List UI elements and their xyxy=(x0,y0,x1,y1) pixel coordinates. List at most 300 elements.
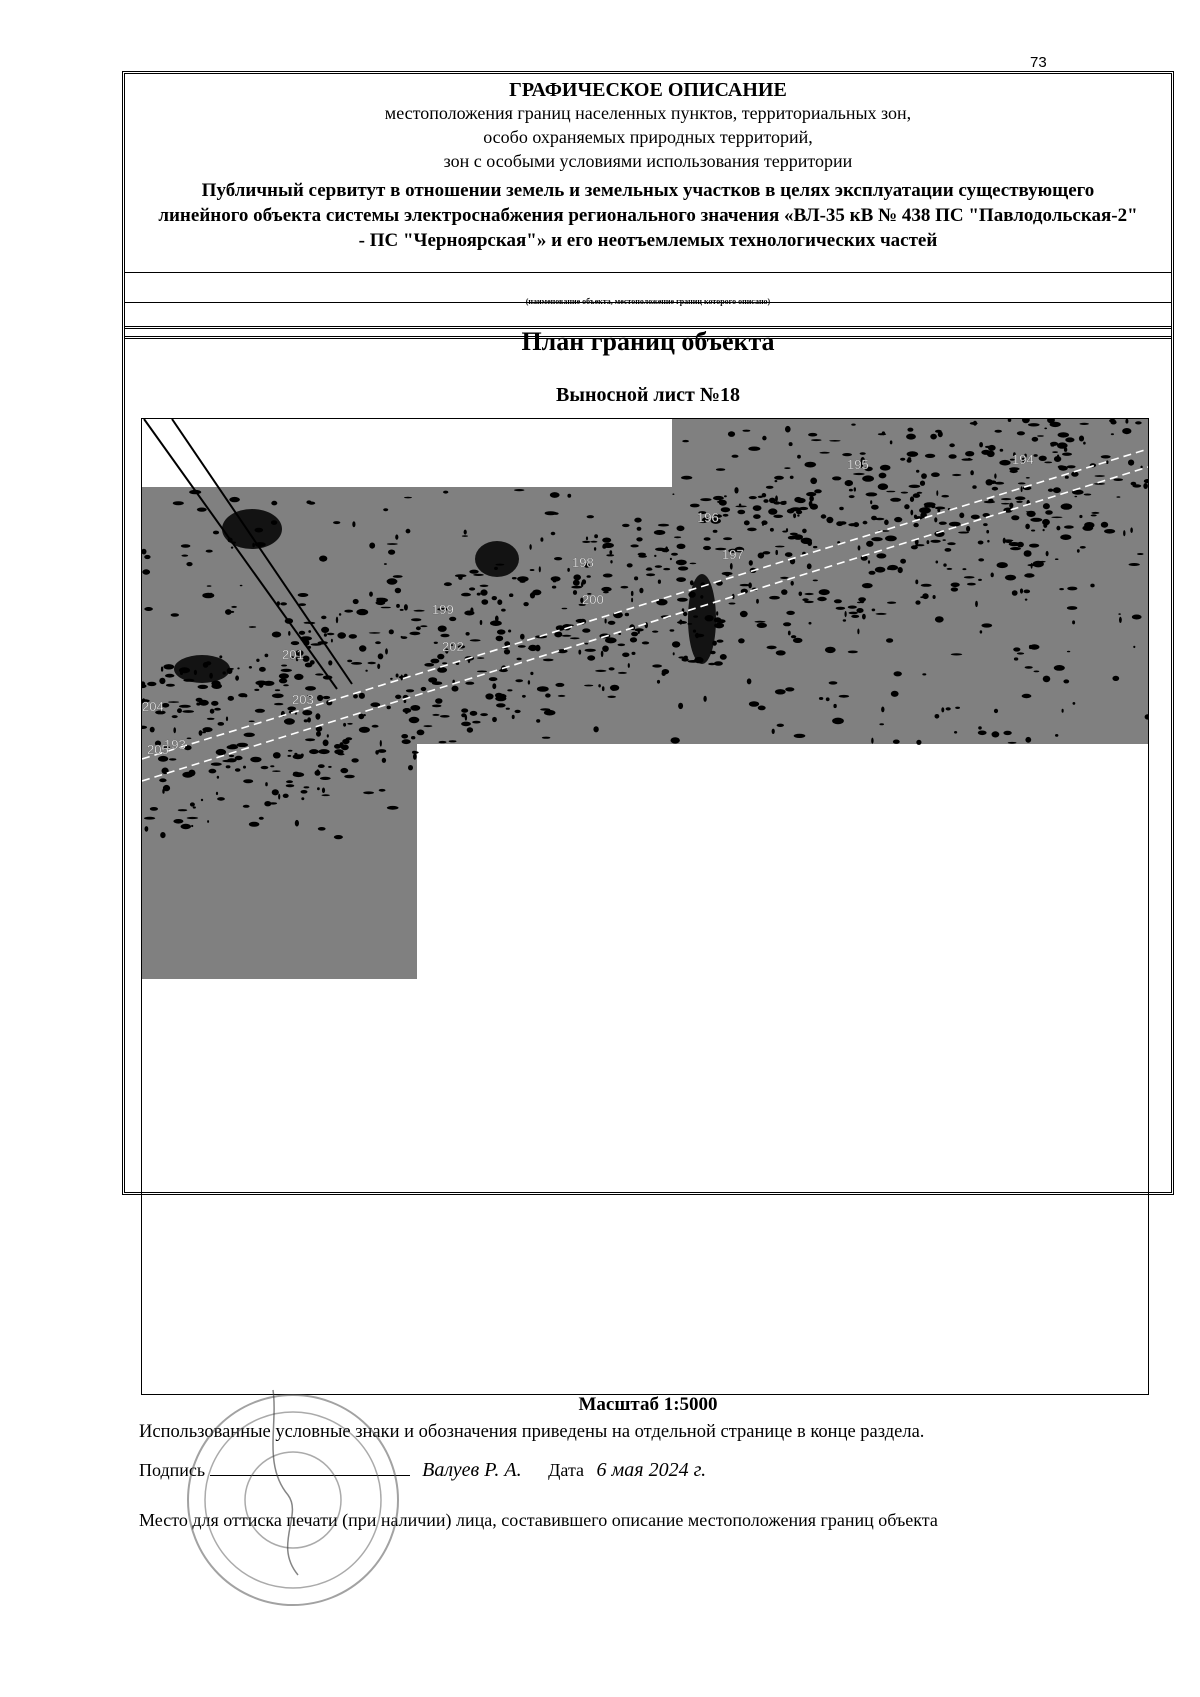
terrain-speck xyxy=(652,664,662,667)
terrain-speck xyxy=(809,622,812,625)
terrain-speck xyxy=(369,592,373,597)
terrain-speck xyxy=(1026,477,1030,479)
terrain-speck xyxy=(1012,590,1018,596)
terrain-speck xyxy=(849,495,855,498)
terrain-speck xyxy=(882,431,885,435)
terrain-speck xyxy=(401,636,407,639)
terrain-speck xyxy=(909,485,921,488)
terrain-speck xyxy=(301,797,304,800)
terrain-speck xyxy=(381,607,391,609)
object-caption: (наименование объекта, местоположение границ которого описано) xyxy=(525,297,771,306)
terrain-speck xyxy=(1008,742,1017,744)
terrain-speck xyxy=(742,430,750,432)
terrain-speck xyxy=(317,787,320,790)
terrain-speck xyxy=(359,727,370,733)
terrain-speck xyxy=(1055,558,1059,560)
terrain-speck xyxy=(796,510,802,514)
terrain-speck xyxy=(777,724,784,727)
terrain-speck xyxy=(952,474,961,476)
terrain-speck xyxy=(1095,475,1105,477)
terrain-speck xyxy=(207,585,212,587)
terrain-speck xyxy=(585,649,596,652)
terrain-speck xyxy=(432,681,442,685)
terrain-speck xyxy=(423,725,432,727)
terrain-speck xyxy=(939,522,947,525)
terrain-speck xyxy=(744,520,750,525)
terrain-speck xyxy=(842,453,852,456)
terrain-speck xyxy=(411,618,421,621)
terrain-speck xyxy=(747,528,757,532)
terrain-speck xyxy=(856,608,863,613)
terrain-speck xyxy=(181,544,191,547)
terrain-speck xyxy=(740,611,748,617)
terrain-speck xyxy=(161,667,163,672)
terrain-speck xyxy=(933,595,936,599)
terrain-speck xyxy=(225,609,232,615)
terrain-speck xyxy=(793,638,803,643)
terrain-speck xyxy=(1029,544,1039,548)
terrain-speck xyxy=(492,717,497,722)
terrain-speck xyxy=(199,730,203,736)
terrain-speck xyxy=(1003,731,1011,735)
terrain-speck xyxy=(1001,503,1010,505)
terrain-speck xyxy=(150,727,155,733)
terrain-speck xyxy=(717,640,724,643)
terrain-speck xyxy=(674,536,681,538)
terrain-speck xyxy=(1083,442,1086,445)
terrain-speck xyxy=(1116,496,1120,498)
terrain-speck xyxy=(654,530,666,535)
terrain-speck xyxy=(259,681,264,688)
terrain-speck xyxy=(879,473,887,479)
point-label: 205 xyxy=(147,742,169,757)
terrain-speck xyxy=(935,507,945,510)
terrain-speck xyxy=(737,510,745,515)
terrain-speck xyxy=(794,734,806,738)
terrain-speck xyxy=(602,686,605,691)
terrain-speck xyxy=(807,540,812,546)
terrain-speck xyxy=(343,723,346,727)
terrain-speck xyxy=(1022,694,1032,698)
terrain-speck xyxy=(412,751,417,754)
terrain-speck xyxy=(783,501,787,503)
terrain-speck xyxy=(207,718,215,720)
terrain-speck xyxy=(652,631,658,633)
terrain-speck xyxy=(196,702,200,705)
terrain-speck xyxy=(573,580,580,586)
terrain-speck xyxy=(442,662,447,664)
terrain-speck xyxy=(492,683,496,689)
terrain-speck xyxy=(237,667,239,669)
terrain-speck xyxy=(853,473,865,475)
terrain-speck xyxy=(946,707,951,710)
terrain-speck xyxy=(590,541,597,543)
terrain-speck xyxy=(762,493,767,497)
terrain-speck xyxy=(858,545,861,550)
terrain-speck xyxy=(943,563,946,566)
terrain-speck xyxy=(671,553,678,556)
terrain-speck xyxy=(181,824,192,829)
terrain-speck xyxy=(1025,737,1031,743)
terrain-speck xyxy=(817,597,827,601)
terrain-speck xyxy=(302,710,312,715)
terrain-speck xyxy=(992,731,1000,737)
terrain-speck xyxy=(968,458,971,461)
terrain-speck xyxy=(227,758,237,762)
terrain-speck xyxy=(857,629,859,635)
terrain-speck xyxy=(962,568,966,570)
terrain-speck xyxy=(1072,620,1075,624)
terrain-speck xyxy=(972,485,976,489)
terrain-speck xyxy=(703,546,711,550)
terrain-speck xyxy=(951,653,963,655)
terrain-speck xyxy=(293,772,305,777)
terrain-speck xyxy=(517,576,529,582)
terrain-speck xyxy=(1091,512,1099,514)
terrain-speck xyxy=(935,616,944,622)
terrain-speck xyxy=(638,553,646,556)
terrain-speck xyxy=(625,613,629,617)
terrain-speck xyxy=(315,713,320,719)
terrain-speck xyxy=(819,697,823,700)
terrain-speck xyxy=(716,611,718,615)
terrain-speck xyxy=(734,487,738,493)
terrain-speck xyxy=(618,672,627,674)
terrain-speck xyxy=(472,721,481,724)
terrain-speck xyxy=(1074,496,1077,498)
terrain-speck xyxy=(178,809,188,811)
terrain-speck xyxy=(951,587,958,591)
terrain-speck xyxy=(893,740,900,744)
terrain-speck xyxy=(226,717,228,722)
terrain-speck xyxy=(365,670,367,672)
terrain-speck xyxy=(891,691,899,697)
terrain-speck xyxy=(1029,645,1032,649)
terrain-speck xyxy=(756,599,759,604)
terrain-speck xyxy=(921,473,927,479)
terrain-speck xyxy=(144,817,155,820)
terrain-speck xyxy=(492,596,497,600)
terrain-speck xyxy=(839,507,844,510)
terrain-speck xyxy=(786,611,795,615)
terrain-blob xyxy=(174,655,230,683)
terrain-speck xyxy=(642,641,649,644)
terrain-speck xyxy=(913,523,918,527)
terrain-speck xyxy=(1135,421,1142,424)
terrain-speck xyxy=(401,734,408,739)
terrain-speck xyxy=(464,530,467,535)
terrain-speck xyxy=(690,504,700,508)
terrain-speck xyxy=(886,638,893,643)
terrain-speck xyxy=(1073,702,1076,705)
terrain-speck xyxy=(587,655,595,660)
terrain-speck xyxy=(994,709,998,713)
terrain-speck xyxy=(907,459,912,463)
terrain-speck xyxy=(529,544,531,550)
terrain-speck xyxy=(551,576,561,581)
terrain-speck xyxy=(610,560,612,563)
terrain-speck xyxy=(338,753,345,755)
terrain-speck xyxy=(227,745,239,749)
terrain-speck xyxy=(249,666,252,669)
terrain-speck xyxy=(1130,527,1133,533)
terrain-speck xyxy=(955,707,960,709)
terrain-speck xyxy=(286,780,293,783)
terrain-speck xyxy=(254,689,259,691)
terrain-speck xyxy=(211,683,222,689)
terrain-speck xyxy=(768,508,777,514)
terrain-speck xyxy=(979,442,983,447)
terrain-speck xyxy=(863,521,868,525)
terrain-speck xyxy=(272,770,281,772)
terrain-speck xyxy=(351,662,362,665)
terrain-speck xyxy=(890,498,901,502)
terrain-speck xyxy=(372,725,379,728)
terrain-speck xyxy=(826,517,833,523)
point-label: 202 xyxy=(442,639,464,654)
terrain-speck xyxy=(947,568,953,570)
terrain-speck xyxy=(921,584,932,587)
terrain-speck xyxy=(467,727,473,732)
terrain-speck xyxy=(346,737,353,740)
terrain-speck xyxy=(567,494,571,498)
terrain-speck xyxy=(539,566,541,572)
terrain-speck xyxy=(272,789,279,795)
terrain-speck xyxy=(520,581,526,583)
terrain-speck xyxy=(587,575,591,578)
terrain-speck xyxy=(871,537,883,541)
terrain-speck xyxy=(978,558,984,561)
terrain-speck xyxy=(1129,563,1140,566)
terrain-speck xyxy=(772,729,775,734)
terrain-speck xyxy=(439,741,447,743)
terrain-speck xyxy=(270,765,274,767)
terrain-speck xyxy=(810,478,817,485)
terrain-speck xyxy=(240,585,243,587)
terrain-speck xyxy=(347,660,352,663)
terrain-speck xyxy=(860,598,865,603)
terrain-speck xyxy=(871,505,879,510)
terrain-speck xyxy=(1031,563,1033,569)
terrain-speck xyxy=(261,766,269,769)
terrain-speck xyxy=(1055,734,1058,737)
terrain-speck xyxy=(767,646,777,650)
terrain-speck xyxy=(408,765,413,770)
terrain-speck xyxy=(713,496,724,500)
terrain-speck xyxy=(1122,428,1131,434)
terrain-speck xyxy=(1060,534,1071,540)
terrain-speck xyxy=(308,630,311,633)
terrain-blob xyxy=(475,541,519,577)
terrain-speck xyxy=(981,623,992,627)
terrain-speck xyxy=(661,548,669,552)
terrain-speck xyxy=(708,663,716,666)
terrain-speck xyxy=(887,602,896,604)
terrain-speck xyxy=(331,639,333,643)
terrain-speck xyxy=(461,708,468,712)
terrain-speck xyxy=(603,543,614,548)
terrain-speck xyxy=(639,588,643,594)
terrain-speck xyxy=(558,695,566,697)
terrain-speck xyxy=(379,789,386,792)
terrain-speck xyxy=(182,772,193,778)
terrain-speck xyxy=(770,528,774,532)
terrain-speck xyxy=(840,521,847,524)
point-label: 193 xyxy=(164,737,186,752)
terrain-speck xyxy=(1065,476,1069,479)
terrain-speck xyxy=(885,536,897,542)
document-frame xyxy=(122,71,1174,1530)
terrain-speck xyxy=(849,489,853,492)
terrain-speck xyxy=(395,588,401,594)
terrain-speck xyxy=(836,607,846,610)
terrain-speck xyxy=(470,711,478,716)
terrain-speck xyxy=(356,609,368,615)
terrain-speck xyxy=(368,662,376,664)
terrain-speck xyxy=(978,579,982,581)
terrain-speck xyxy=(438,626,447,632)
terrain-speck xyxy=(464,611,474,616)
terrain-speck xyxy=(440,634,449,638)
terrain-speck xyxy=(1033,561,1044,568)
terrain-speck xyxy=(819,589,830,595)
terrain-speck xyxy=(1017,652,1024,654)
signature-label: Подпись xyxy=(139,1460,206,1480)
terrain-speck xyxy=(272,694,284,699)
terrain-speck xyxy=(716,468,725,471)
terrain-speck xyxy=(424,663,434,667)
terrain-speck xyxy=(868,560,870,564)
signer-name: Валуев Р. А. xyxy=(422,1459,522,1481)
terrain-speck xyxy=(763,551,771,554)
terrain-speck xyxy=(783,622,791,626)
terrain-speck xyxy=(805,462,817,468)
terrain-speck xyxy=(677,544,686,549)
terrain-speck xyxy=(480,589,487,595)
terrain-speck xyxy=(995,430,1002,433)
terrain-speck xyxy=(265,782,268,786)
terrain-speck xyxy=(406,529,411,534)
terrain-speck xyxy=(723,537,732,540)
terrain-speck xyxy=(283,684,289,686)
terrain-speck xyxy=(971,515,980,520)
stamp-note: Место для оттиска печати (при наличии) лица, составившего описание местоположения границ объекта xyxy=(139,1510,938,1530)
terrain-speck xyxy=(259,817,264,820)
terrain-speck xyxy=(602,646,609,652)
terrain-speck xyxy=(414,610,425,612)
terrain-speck xyxy=(586,537,588,541)
terrain-speck xyxy=(323,740,329,747)
terrain-speck xyxy=(997,562,1008,568)
terrain-speck xyxy=(866,541,873,547)
terrain-speck xyxy=(507,689,512,691)
terrain-speck xyxy=(870,500,872,504)
terrain-speck xyxy=(244,733,255,737)
divider xyxy=(125,336,1171,339)
terrain-speck xyxy=(437,654,444,660)
terrain-speck xyxy=(631,591,634,596)
terrain-speck xyxy=(1043,529,1045,531)
terrain-speck xyxy=(160,832,165,838)
terrain-speck xyxy=(520,634,525,640)
terrain-speck xyxy=(387,578,398,584)
terrain-speck xyxy=(766,486,774,489)
terrain-speck xyxy=(515,710,521,713)
terrain-speck xyxy=(542,737,551,739)
terrain-speck xyxy=(307,717,311,722)
terrain-speck xyxy=(1024,550,1032,557)
terrain-speck xyxy=(930,434,937,440)
header-block xyxy=(125,74,1171,253)
terrain-speck xyxy=(949,454,957,459)
terrain-speck xyxy=(878,483,888,490)
terrain-speck xyxy=(876,613,887,615)
terrain-speck xyxy=(228,696,234,701)
terrain-speck xyxy=(901,492,908,494)
terrain-speck xyxy=(226,765,231,768)
terrain-speck xyxy=(994,473,996,478)
terrain-speck xyxy=(729,603,736,605)
terrain-speck xyxy=(1028,423,1040,426)
terrain-speck xyxy=(1010,547,1021,550)
terrain-speck xyxy=(420,625,427,627)
terrain-speck xyxy=(654,555,656,557)
terrain-speck xyxy=(490,620,502,626)
terrain-speck xyxy=(1037,435,1044,437)
terrain-speck xyxy=(217,776,219,779)
terrain-speck xyxy=(753,514,761,519)
terrain-speck xyxy=(377,664,380,669)
terrain-speck xyxy=(395,695,401,699)
terrain-speck xyxy=(452,686,459,692)
terrain-speck xyxy=(834,599,842,603)
terrain-speck xyxy=(880,465,891,471)
terrain-speck xyxy=(191,825,193,827)
terrain-speck xyxy=(443,491,448,494)
terrain-speck xyxy=(954,731,957,734)
point-label: 200 xyxy=(582,592,604,607)
terrain-speck xyxy=(677,526,685,532)
terrain-speck xyxy=(808,433,817,437)
terrain-speck xyxy=(723,514,729,517)
terrain-speck xyxy=(594,547,596,551)
terrain-speck xyxy=(432,714,439,716)
terrain-speck xyxy=(213,531,219,535)
terrain-speck xyxy=(279,678,287,683)
terrain-speck xyxy=(851,615,859,618)
terrain-speck xyxy=(369,632,381,634)
terrain-speck xyxy=(786,528,788,532)
terrain-speck xyxy=(496,703,506,707)
terrain-speck xyxy=(829,681,838,684)
terrain-speck xyxy=(321,616,326,620)
terrain-speck xyxy=(211,701,218,706)
terrain-speck xyxy=(465,715,467,721)
terrain-speck xyxy=(199,700,209,706)
terrain-speck xyxy=(512,715,515,719)
terrain-speck xyxy=(826,697,830,701)
terrain-speck xyxy=(469,570,478,574)
terrain-speck xyxy=(603,574,613,578)
terrain-speck xyxy=(147,682,156,686)
terrain-speck xyxy=(193,806,196,808)
terrain-speck xyxy=(587,515,594,518)
document-title: ГРАФИЧЕСКОЕ ОПИСАНИЕ xyxy=(509,79,787,101)
terrain-speck xyxy=(904,504,909,509)
terrain-speck xyxy=(678,566,688,570)
terrain-speck xyxy=(243,805,250,808)
terrain-speck xyxy=(634,518,641,523)
